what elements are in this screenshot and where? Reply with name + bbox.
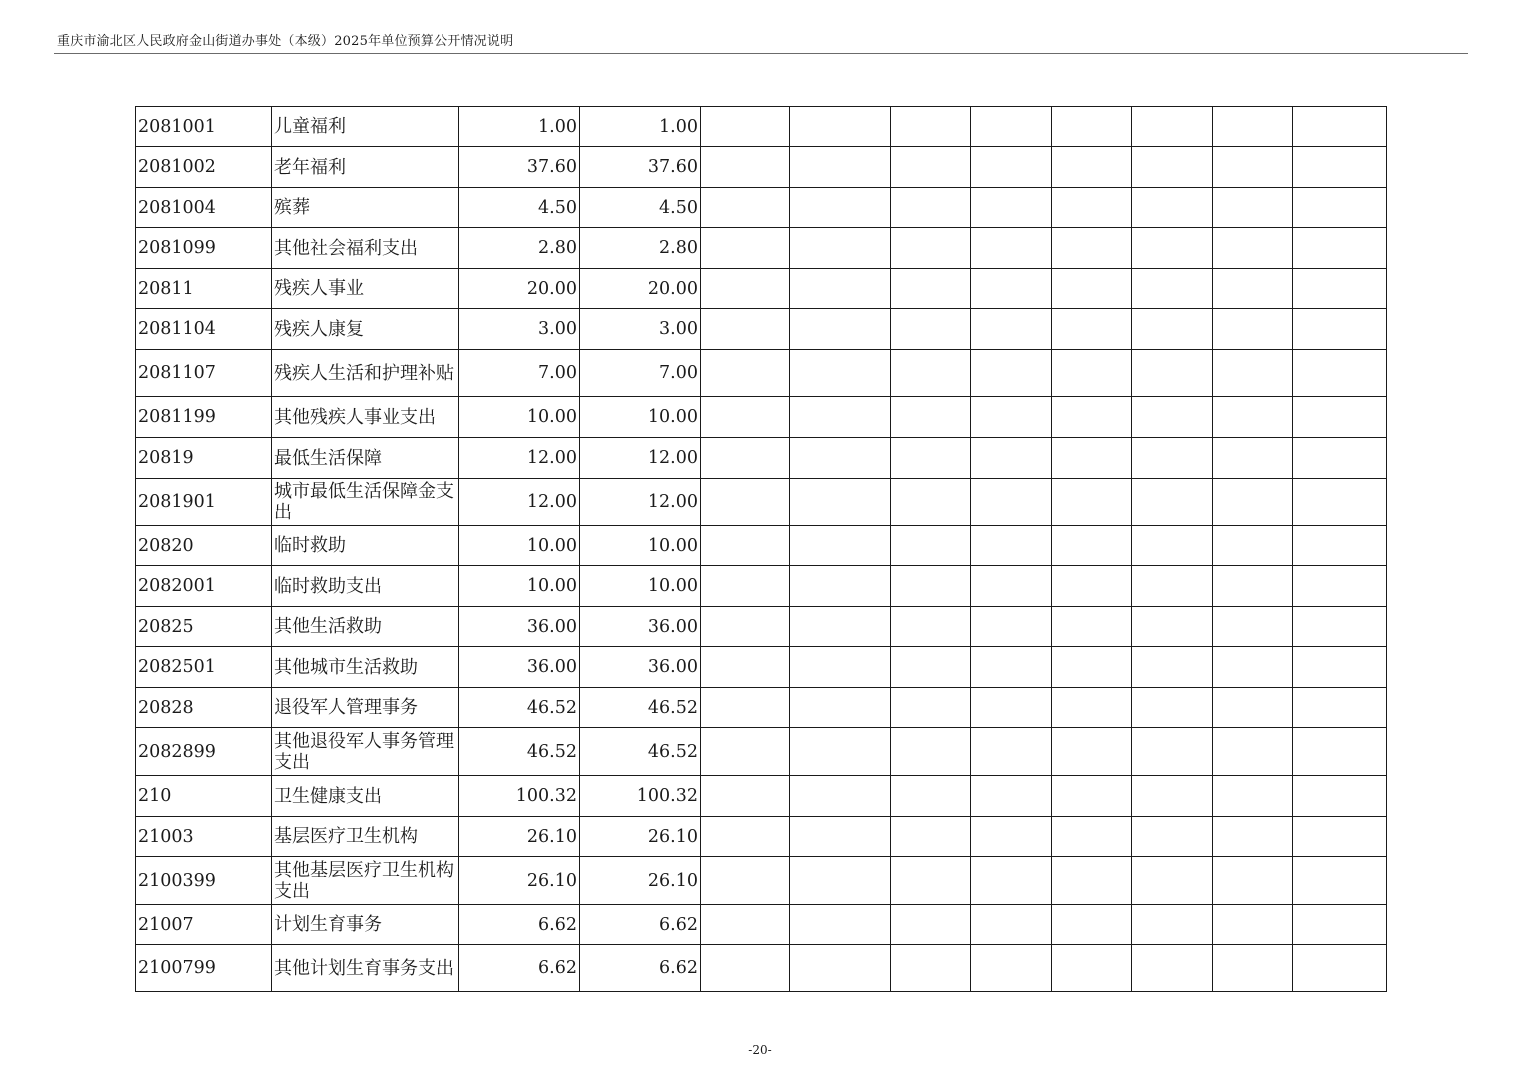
empty-cell (891, 728, 971, 776)
empty-cell (891, 397, 971, 438)
empty-cell (1213, 728, 1293, 776)
empty-cell (971, 107, 1052, 147)
subject-code-cell: 20825 (136, 607, 272, 647)
subject-name-cell: 临时救助支出 (272, 566, 459, 607)
table-row (136, 905, 1387, 945)
total-amount-cell: 6.62 (459, 945, 580, 992)
subject-code-cell: 2082899 (136, 728, 272, 776)
empty-cell (971, 905, 1052, 945)
empty-cell (1052, 309, 1132, 350)
empty-cell (701, 397, 790, 438)
subject-name-cell: 殡葬 (272, 188, 459, 228)
empty-cell (1293, 688, 1387, 728)
document-header-title: 重庆市渝北区人民政府金山街道办事处（本级）2025年单位预算公开情况说明 (57, 34, 514, 49)
empty-cell (1293, 479, 1387, 526)
subject-code-cell: 20828 (136, 688, 272, 728)
empty-cell (971, 526, 1052, 566)
empty-cell (1213, 397, 1293, 438)
empty-cell (1132, 857, 1213, 905)
empty-cell (1213, 147, 1293, 188)
general-budget-amount-cell: 7.00 (580, 350, 701, 397)
general-budget-amount-cell: 4.50 (580, 188, 701, 228)
table-row (136, 817, 1387, 857)
empty-cell (790, 688, 891, 728)
empty-cell (701, 945, 790, 992)
empty-cell (1293, 107, 1387, 147)
table-row (136, 228, 1387, 269)
empty-cell (1213, 228, 1293, 269)
empty-cell (701, 728, 790, 776)
empty-cell (790, 566, 891, 607)
empty-cell (1052, 350, 1132, 397)
total-amount-cell: 10.00 (459, 526, 580, 566)
empty-cell (891, 566, 971, 607)
empty-cell (891, 607, 971, 647)
empty-cell (1132, 350, 1213, 397)
empty-cell (790, 350, 891, 397)
empty-cell (1052, 817, 1132, 857)
total-amount-cell: 26.10 (459, 857, 580, 905)
empty-cell (891, 526, 971, 566)
table-row (136, 857, 1387, 905)
general-budget-amount-cell: 20.00 (580, 269, 701, 309)
empty-cell (790, 107, 891, 147)
empty-cell (701, 309, 790, 350)
empty-cell (701, 479, 790, 526)
empty-cell (1293, 147, 1387, 188)
subject-name-cell: 残疾人生活和护理补贴 (272, 350, 459, 397)
empty-cell (1052, 566, 1132, 607)
empty-cell (1132, 147, 1213, 188)
subject-code-cell: 20820 (136, 526, 272, 566)
empty-cell (1293, 438, 1387, 479)
empty-cell (1293, 817, 1387, 857)
empty-cell (1213, 438, 1293, 479)
subject-name-cell: 临时救助 (272, 526, 459, 566)
empty-cell (790, 905, 891, 945)
empty-cell (1293, 309, 1387, 350)
subject-code-cell: 2082001 (136, 566, 272, 607)
empty-cell (1293, 857, 1387, 905)
total-amount-cell: 10.00 (459, 397, 580, 438)
table-row (136, 728, 1387, 776)
empty-cell (701, 607, 790, 647)
empty-cell (971, 728, 1052, 776)
empty-cell (971, 688, 1052, 728)
empty-cell (1052, 479, 1132, 526)
subject-name-cell: 其他生活救助 (272, 607, 459, 647)
empty-cell (1213, 107, 1293, 147)
subject-code-cell: 20811 (136, 269, 272, 309)
empty-cell (891, 905, 971, 945)
empty-cell (971, 566, 1052, 607)
empty-cell (971, 647, 1052, 688)
empty-cell (701, 647, 790, 688)
empty-cell (971, 776, 1052, 817)
page-number: -20- (748, 1043, 772, 1057)
empty-cell (701, 438, 790, 479)
empty-cell (891, 479, 971, 526)
general-budget-amount-cell: 26.10 (580, 817, 701, 857)
subject-name-cell: 退役军人管理事务 (272, 688, 459, 728)
subject-name-cell: 其他残疾人事业支出 (272, 397, 459, 438)
empty-cell (971, 397, 1052, 438)
empty-cell (1052, 269, 1132, 309)
empty-cell (891, 269, 971, 309)
empty-cell (1052, 688, 1132, 728)
subject-code-cell: 2081002 (136, 147, 272, 188)
empty-cell (1213, 188, 1293, 228)
general-budget-amount-cell: 46.52 (580, 688, 701, 728)
empty-cell (790, 479, 891, 526)
subject-name-cell: 残疾人事业 (272, 269, 459, 309)
empty-cell (1213, 566, 1293, 607)
subject-code-cell: 2081104 (136, 309, 272, 350)
empty-cell (1132, 647, 1213, 688)
empty-cell (701, 817, 790, 857)
budget-table-body (136, 107, 1387, 992)
empty-cell (1052, 107, 1132, 147)
empty-cell (790, 269, 891, 309)
general-budget-amount-cell: 10.00 (580, 566, 701, 607)
empty-cell (701, 269, 790, 309)
empty-cell (1293, 269, 1387, 309)
empty-cell (891, 309, 971, 350)
total-amount-cell: 12.00 (459, 479, 580, 526)
empty-cell (701, 350, 790, 397)
empty-cell (1132, 269, 1213, 309)
subject-name-cell: 儿童福利 (272, 107, 459, 147)
general-budget-amount-cell: 6.62 (580, 945, 701, 992)
total-amount-cell: 4.50 (459, 188, 580, 228)
total-amount-cell: 1.00 (459, 107, 580, 147)
general-budget-amount-cell: 1.00 (580, 107, 701, 147)
table-row (136, 607, 1387, 647)
subject-name-cell: 卫生健康支出 (272, 776, 459, 817)
general-budget-amount-cell: 37.60 (580, 147, 701, 188)
header-divider (54, 53, 1468, 54)
empty-cell (1052, 607, 1132, 647)
subject-name-cell: 城市最低生活保障金支出 (272, 479, 459, 526)
subject-name-cell: 其他退役军人事务管理支出 (272, 728, 459, 776)
empty-cell (1132, 905, 1213, 945)
empty-cell (701, 566, 790, 607)
empty-cell (1132, 188, 1213, 228)
empty-cell (1052, 188, 1132, 228)
empty-cell (790, 647, 891, 688)
table-row (136, 945, 1387, 992)
table-row (136, 647, 1387, 688)
empty-cell (1132, 397, 1213, 438)
empty-cell (1052, 526, 1132, 566)
subject-code-cell: 2081099 (136, 228, 272, 269)
empty-cell (1293, 566, 1387, 607)
empty-cell (891, 776, 971, 817)
empty-cell (971, 817, 1052, 857)
empty-cell (790, 147, 891, 188)
empty-cell (701, 857, 790, 905)
empty-cell (701, 688, 790, 728)
empty-cell (1213, 857, 1293, 905)
total-amount-cell: 37.60 (459, 147, 580, 188)
empty-cell (891, 688, 971, 728)
empty-cell (1213, 350, 1293, 397)
empty-cell (971, 945, 1052, 992)
empty-cell (1293, 905, 1387, 945)
empty-cell (1132, 776, 1213, 817)
table-row (136, 776, 1387, 817)
empty-cell (971, 147, 1052, 188)
empty-cell (891, 228, 971, 269)
table-row (136, 526, 1387, 566)
empty-cell (891, 817, 971, 857)
empty-cell (1132, 945, 1213, 992)
empty-cell (790, 945, 891, 992)
subject-name-cell: 计划生育事务 (272, 905, 459, 945)
table-row (136, 438, 1387, 479)
empty-cell (971, 309, 1052, 350)
empty-cell (971, 857, 1052, 905)
general-budget-amount-cell: 10.00 (580, 526, 701, 566)
empty-cell (701, 228, 790, 269)
empty-cell (1052, 905, 1132, 945)
empty-cell (1132, 228, 1213, 269)
empty-cell (1132, 607, 1213, 647)
empty-cell (1052, 147, 1132, 188)
empty-cell (1213, 776, 1293, 817)
empty-cell (1293, 647, 1387, 688)
table-row (136, 397, 1387, 438)
total-amount-cell: 12.00 (459, 438, 580, 479)
empty-cell (1213, 945, 1293, 992)
empty-cell (790, 857, 891, 905)
subject-code-cell: 2081199 (136, 397, 272, 438)
empty-cell (1293, 188, 1387, 228)
empty-cell (790, 526, 891, 566)
subject-code-cell: 20819 (136, 438, 272, 479)
subject-code-cell: 2081004 (136, 188, 272, 228)
empty-cell (1213, 688, 1293, 728)
empty-cell (1293, 776, 1387, 817)
empty-cell (790, 228, 891, 269)
total-amount-cell: 46.52 (459, 688, 580, 728)
general-budget-amount-cell: 2.80 (580, 228, 701, 269)
total-amount-cell: 20.00 (459, 269, 580, 309)
total-amount-cell: 100.32 (459, 776, 580, 817)
general-budget-amount-cell: 10.00 (580, 397, 701, 438)
general-budget-amount-cell: 6.62 (580, 905, 701, 945)
empty-cell (971, 188, 1052, 228)
empty-cell (790, 776, 891, 817)
empty-cell (1213, 269, 1293, 309)
subject-code-cell: 2081001 (136, 107, 272, 147)
empty-cell (1293, 526, 1387, 566)
empty-cell (790, 607, 891, 647)
empty-cell (1132, 526, 1213, 566)
empty-cell (1293, 397, 1387, 438)
empty-cell (790, 397, 891, 438)
empty-cell (1293, 945, 1387, 992)
empty-cell (701, 147, 790, 188)
empty-cell (1293, 607, 1387, 647)
budget-table (135, 106, 1387, 992)
empty-cell (1213, 647, 1293, 688)
subject-name-cell: 其他社会福利支出 (272, 228, 459, 269)
table-row (136, 479, 1387, 526)
table-row (136, 350, 1387, 397)
subject-code-cell: 210 (136, 776, 272, 817)
general-budget-amount-cell: 12.00 (580, 479, 701, 526)
subject-name-cell: 最低生活保障 (272, 438, 459, 479)
empty-cell (1213, 905, 1293, 945)
empty-cell (701, 107, 790, 147)
empty-cell (891, 438, 971, 479)
table-row (136, 309, 1387, 350)
empty-cell (971, 438, 1052, 479)
subject-name-cell: 其他城市生活救助 (272, 647, 459, 688)
empty-cell (891, 188, 971, 228)
empty-cell (1293, 228, 1387, 269)
empty-cell (891, 107, 971, 147)
table-row (136, 566, 1387, 607)
empty-cell (1132, 438, 1213, 479)
empty-cell (1213, 309, 1293, 350)
empty-cell (701, 526, 790, 566)
table-row (136, 688, 1387, 728)
empty-cell (1132, 688, 1213, 728)
empty-cell (1052, 397, 1132, 438)
subject-name-cell: 基层医疗卫生机构 (272, 817, 459, 857)
empty-cell (971, 228, 1052, 269)
empty-cell (790, 728, 891, 776)
total-amount-cell: 7.00 (459, 350, 580, 397)
empty-cell (1052, 728, 1132, 776)
empty-cell (891, 350, 971, 397)
general-budget-amount-cell: 12.00 (580, 438, 701, 479)
empty-cell (971, 269, 1052, 309)
subject-name-cell: 残疾人康复 (272, 309, 459, 350)
general-budget-amount-cell: 36.00 (580, 647, 701, 688)
empty-cell (1052, 857, 1132, 905)
table-row (136, 188, 1387, 228)
empty-cell (1132, 817, 1213, 857)
empty-cell (1132, 309, 1213, 350)
empty-cell (1293, 350, 1387, 397)
empty-cell (701, 905, 790, 945)
empty-cell (701, 188, 790, 228)
subject-code-cell: 2081107 (136, 350, 272, 397)
empty-cell (971, 350, 1052, 397)
subject-code-cell: 2082501 (136, 647, 272, 688)
general-budget-amount-cell: 26.10 (580, 857, 701, 905)
subject-code-cell: 2081901 (136, 479, 272, 526)
total-amount-cell: 2.80 (459, 228, 580, 269)
table-row (136, 147, 1387, 188)
empty-cell (1132, 728, 1213, 776)
total-amount-cell: 10.00 (459, 566, 580, 607)
empty-cell (891, 945, 971, 992)
empty-cell (790, 438, 891, 479)
subject-name-cell: 老年福利 (272, 147, 459, 188)
empty-cell (1132, 566, 1213, 607)
subject-name-cell: 其他基层医疗卫生机构支出 (272, 857, 459, 905)
empty-cell (891, 857, 971, 905)
empty-cell (1052, 776, 1132, 817)
empty-cell (1052, 945, 1132, 992)
subject-code-cell: 21007 (136, 905, 272, 945)
empty-cell (1213, 526, 1293, 566)
empty-cell (790, 309, 891, 350)
general-budget-amount-cell: 36.00 (580, 607, 701, 647)
empty-cell (1293, 728, 1387, 776)
empty-cell (1052, 647, 1132, 688)
subject-code-cell: 21003 (136, 817, 272, 857)
empty-cell (790, 188, 891, 228)
total-amount-cell: 26.10 (459, 817, 580, 857)
table-row (136, 269, 1387, 309)
general-budget-amount-cell: 100.32 (580, 776, 701, 817)
empty-cell (1052, 438, 1132, 479)
empty-cell (1052, 228, 1132, 269)
general-budget-amount-cell: 46.52 (580, 728, 701, 776)
subject-code-cell: 2100399 (136, 857, 272, 905)
empty-cell (971, 479, 1052, 526)
table-row (136, 107, 1387, 147)
empty-cell (790, 817, 891, 857)
total-amount-cell: 6.62 (459, 905, 580, 945)
empty-cell (971, 607, 1052, 647)
empty-cell (891, 647, 971, 688)
empty-cell (891, 147, 971, 188)
general-budget-amount-cell: 3.00 (580, 309, 701, 350)
empty-cell (1213, 479, 1293, 526)
empty-cell (701, 776, 790, 817)
empty-cell (1132, 107, 1213, 147)
empty-cell (1213, 817, 1293, 857)
total-amount-cell: 3.00 (459, 309, 580, 350)
subject-name-cell: 其他计划生育事务支出 (272, 945, 459, 992)
total-amount-cell: 36.00 (459, 647, 580, 688)
total-amount-cell: 46.52 (459, 728, 580, 776)
empty-cell (1213, 607, 1293, 647)
total-amount-cell: 36.00 (459, 607, 580, 647)
subject-code-cell: 2100799 (136, 945, 272, 992)
empty-cell (1132, 479, 1213, 526)
